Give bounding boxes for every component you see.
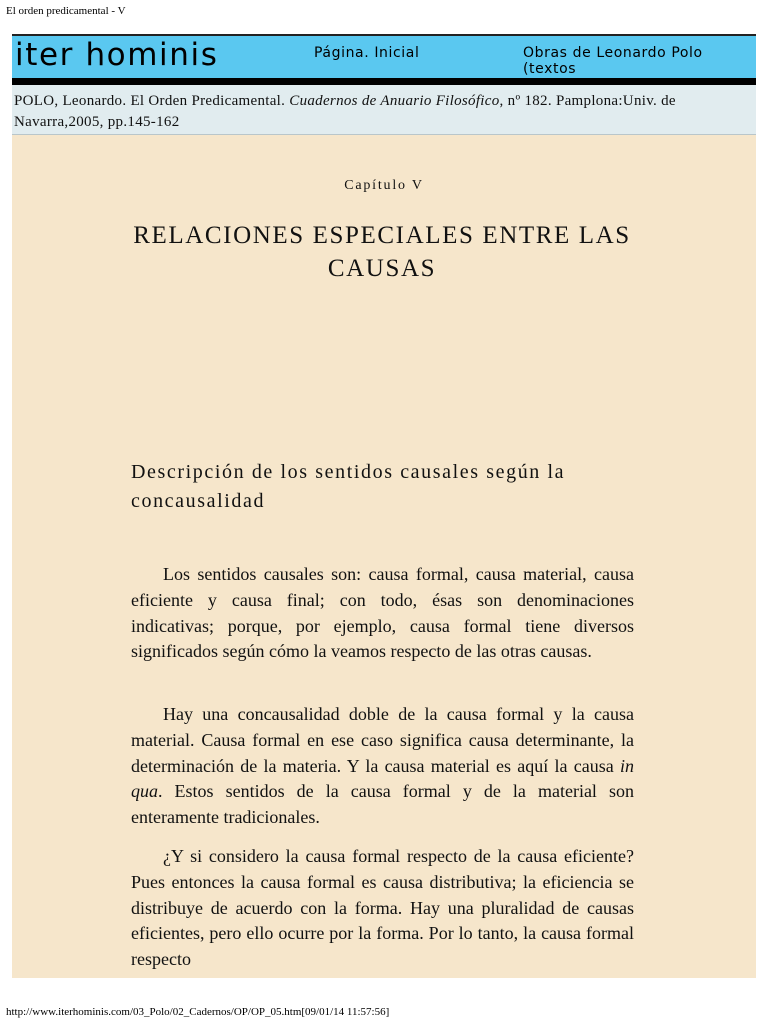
nav-home-link[interactable]: Página. Inicial [314,45,420,61]
site-title: iter hominis [15,37,219,73]
print-page-title: El orden predicamental - V [6,5,126,17]
article-content [12,135,756,978]
chapter-label: Capítulo V [344,178,424,193]
print-url-line: http://www.iterhominis.com/03_Polo/02_Cadernos/OP/OP_05.htm[09/01/14 11:57:56] [6,1006,390,1018]
paragraph-2 [131,702,634,831]
paragraph-2-italic: in qua [131,755,634,802]
header-divider [12,78,756,85]
bibliographic-citation [12,85,756,135]
citation-text: POLO, Leonardo. El Orden Predicamental. [14,93,290,109]
paragraph-3: ¿Y si considero la causa formal respecto de la causa eficiente? Pues entonces la causa formal es causa distributiva; la eficiencia se distribuye de acuerdo con la forma. Hay una pluralidad de causas eficientes, pero ello ocurre por la forma. Por lo tanto, la causa formal respecto [131,846,634,970]
paragraph-2-text-end: . Estos sentidos de la causa formal y de la material son enteramente tradicionales. [131,781,634,828]
citation-details: , nº 182. Pamplona:Univ. de Navarra,2005, pp.145-162 [14,93,676,130]
site-header-bar [12,34,756,78]
citation-journal: Cuadernos de Anuario Filosófico [289,93,500,109]
section-heading: Descripción de los sentidos causales según la concausalidad [131,461,566,512]
paragraph-2-text: Hay una concausalidad doble de la causa formal y la causa material. Causa formal en ese caso significa causa determinante, la determinación de la materia. Y la causa material es aquí la causa [131,704,634,776]
chapter-title: RELACIONES ESPECIALES ENTRE LAS CAUSAS [133,222,631,282]
paragraph-1: Los sentidos causales son: causa formal, causa material, causa eficiente y causa final; con todo, ésas son denominaciones indicativas; porque, por ejemplo, causa formal tiene diversos significados según cómo la veamos respecto de las otras causas. [131,564,634,662]
nav-works-label-line1: Obras de Leonardo Polo (textos [523,45,703,77]
